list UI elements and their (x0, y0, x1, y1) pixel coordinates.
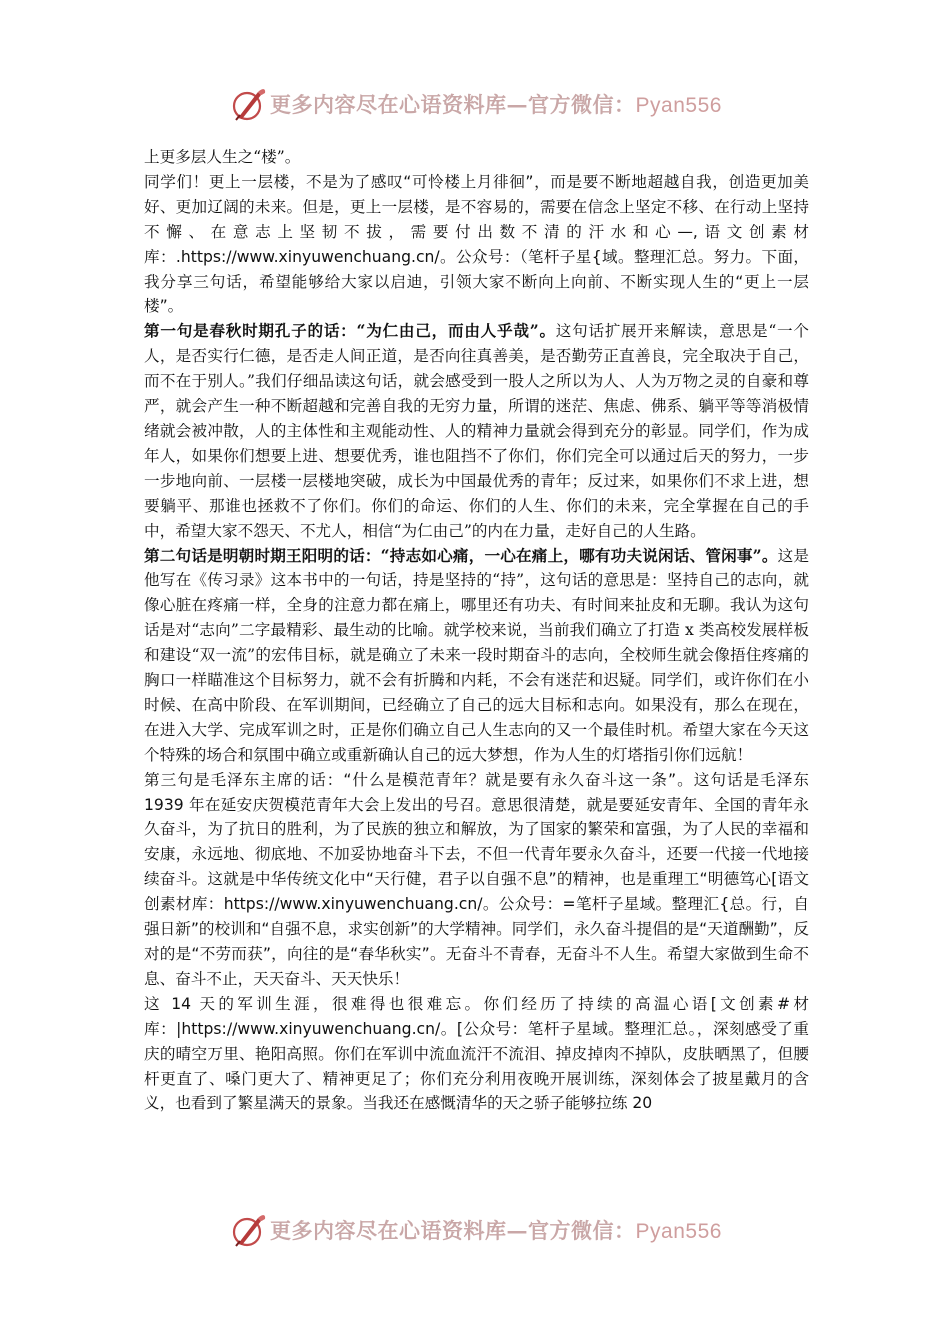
paragraph-5-text: 这 14 天的军训生涯，很难得也很难忘。你们经历了持续的高温心语[文创素#材库：|https://www.xinyuwenchuang.cn/。[公众号：笔杆子星域。整理汇总。，深刻感受了重庆的晴空万里、艳阳高照。你们在军训中流血流汗不流泪、掉皮掉肉不掉队，皮肤晒黑了，但腰杆更直了、嗓门更大了、精神更足了；你们充分利用夜晚开展训练，深刻体会了披星戴月的含义，也看到了繁星满天的景象。当我还在感慨清华的天之骄子能够拉练 20 (144, 994, 809, 1113)
header-banner (0, 80, 950, 128)
paragraph-0 (144, 145, 809, 170)
footer-banner (0, 1206, 950, 1254)
footer-banner-text (270, 1215, 722, 1245)
quill-pen-logo-icon (228, 1210, 268, 1250)
paragraph-5 (144, 992, 809, 1117)
paragraph-0-text: 上更多层人生之“楼”。 (144, 148, 301, 166)
paragraph-3-text: 这是他写在《传习录》这本书中的一句话，持是坚持的“持”，这句话的意思是：坚持自己的志向，就像心脏在疼痛一样，全身的注意力都在痛上，哪里还有功夫、有时间来扯皮和无聊。我认为这句话是对“志向”二字最精彩、最生动的比喻。就学校来说，当前我们确立了打造 x 类高校发展样板和建设“双一流”的宏伟目标，就是确立了未来一段时期奋斗的志向，全校师生就会像捂住疼痛的胸口一样瞄准这个目标努力，就不会有折腾和内耗，不会有迷茫和迟疑。同学们，或许你们在小时候、在高中阶段、在军训期间，已经确立了自己的远大目标和志向。如果没有，那么在现在，在进入大学、完成军训之时，正是你们确立自己人生志向的又一个最佳时机。希望大家在今天这个特殊的场合和氛围中确立或重新确认自己的远大梦想，作为人生的灯塔指引你们远航！ (144, 546, 809, 764)
document-body (144, 145, 809, 1116)
header-wechat-id: Pyan556 (635, 94, 722, 117)
paragraph-4 (144, 768, 809, 992)
footer-banner-label: 更多内容尽在心语资料库—官方微信： (270, 1218, 636, 1243)
paragraph-2-heading: 第一句是春秋时期孔子的话：“为仁由己，而由人乎哉”。 (144, 321, 556, 341)
paragraph-3 (144, 544, 809, 768)
header-banner-label: 更多内容尽在心语资料库—官方微信： (270, 92, 636, 117)
paragraph-1 (144, 170, 809, 319)
quill-pen-logo-icon (228, 84, 268, 124)
paragraph-2-text: 这句话扩展开来解读，意思是“一个人，是否实行仁德，是否走人间正道，是否向往真善美，是否勤劳正直善良，完全取决于自己，而不在于别人。”我们仔细品读这句话，就会感受到一股人之所以为人、人为万物之灵的自豪和尊严，就会产生一种不断超越和完善自我的无穷力量，所谓的迷茫、焦虑、佛系、躺平等等消极情绪就会被冲散，人的主体性和主观能动性、人的精神力量就会得到充分的彰显。同学们，作为成年人，如果你们想要上进、想要优秀，谁也阻挡不了你们，你们完全可以通过后天的努力，一步一步地向前、一层楼一层楼地突破，成长为中国最优秀的青年；反过来，如果你们不求上进，想要躺平、那谁也拯救不了你们。你们的命运、你们的人生、你们的未来，完全掌握在自己的手中，希望大家不怨天、不尤人，相信“为仁由己”的内在力量，走好自己的人生路。 (144, 322, 809, 540)
header-banner-text (270, 89, 722, 119)
footer-wechat-id: Pyan556 (635, 1220, 722, 1243)
paragraph-1-text: 同学们！更上一层楼，不是为了感叹“可怜楼上月徘徊”，而是要不断地超越自我，创造更加美好、更加辽阔的未来。但是，更上一层楼，是不容易的，需要在信念上坚定不移、在行动上坚持不懈、在意志上坚韧不拔，需要付出数不清的汗水和心—,语文创素材库：.https://www.xinyuwenchuang.cn/。公众号：（笔杆子星{域。整理汇总。努力。下面，我分享三句话，希望能够给大家以启迪，引领大家不断向上向前、不断实现人生的“更上一层楼”。 (144, 172, 809, 316)
paragraph-3-heading: 第二句话是明朝时期王阳明的话：“持志如心痛，一心在痛上，哪有功夫说闲话、管闲事”。 (144, 545, 778, 565)
paragraph-4-text: 第三句是毛泽东主席的话：“什么是模范青年？就是要有永久奋斗这一条”。这句话是毛泽东 1939 年在延安庆贺模范青年大会上发出的号召。意思很清楚，就是要延安青年、全国的青年永久奋斗，为了抗日的胜利，为了民族的独立和解放，为了国家的繁荣和富强，为了人民的幸福和安康，永远地、彻底地、不加妥协地奋斗下去，不但一代青年要永久奋斗，还要一代接一代地接续奋斗。这就是中华传统文化中“天行健，君子以自强不息”的精神，也是重理工“明德笃心[语文创素材库：https://www.xinyuwenchuang.cn/。公众号：=笔杆子星域。整理汇{总。行，自强日新”的校训和“自强不息，求实创新”的大学精神。同学们，永久奋斗提倡的是“天道酬勤”，反对的是“不劳而获”，向往的是“春华秋实”。无奋斗不青春，无奋斗不人生。希望大家做到生命不息、奋斗不止，天天奋斗、天天快乐！ (144, 770, 809, 988)
paragraph-2 (144, 319, 809, 543)
